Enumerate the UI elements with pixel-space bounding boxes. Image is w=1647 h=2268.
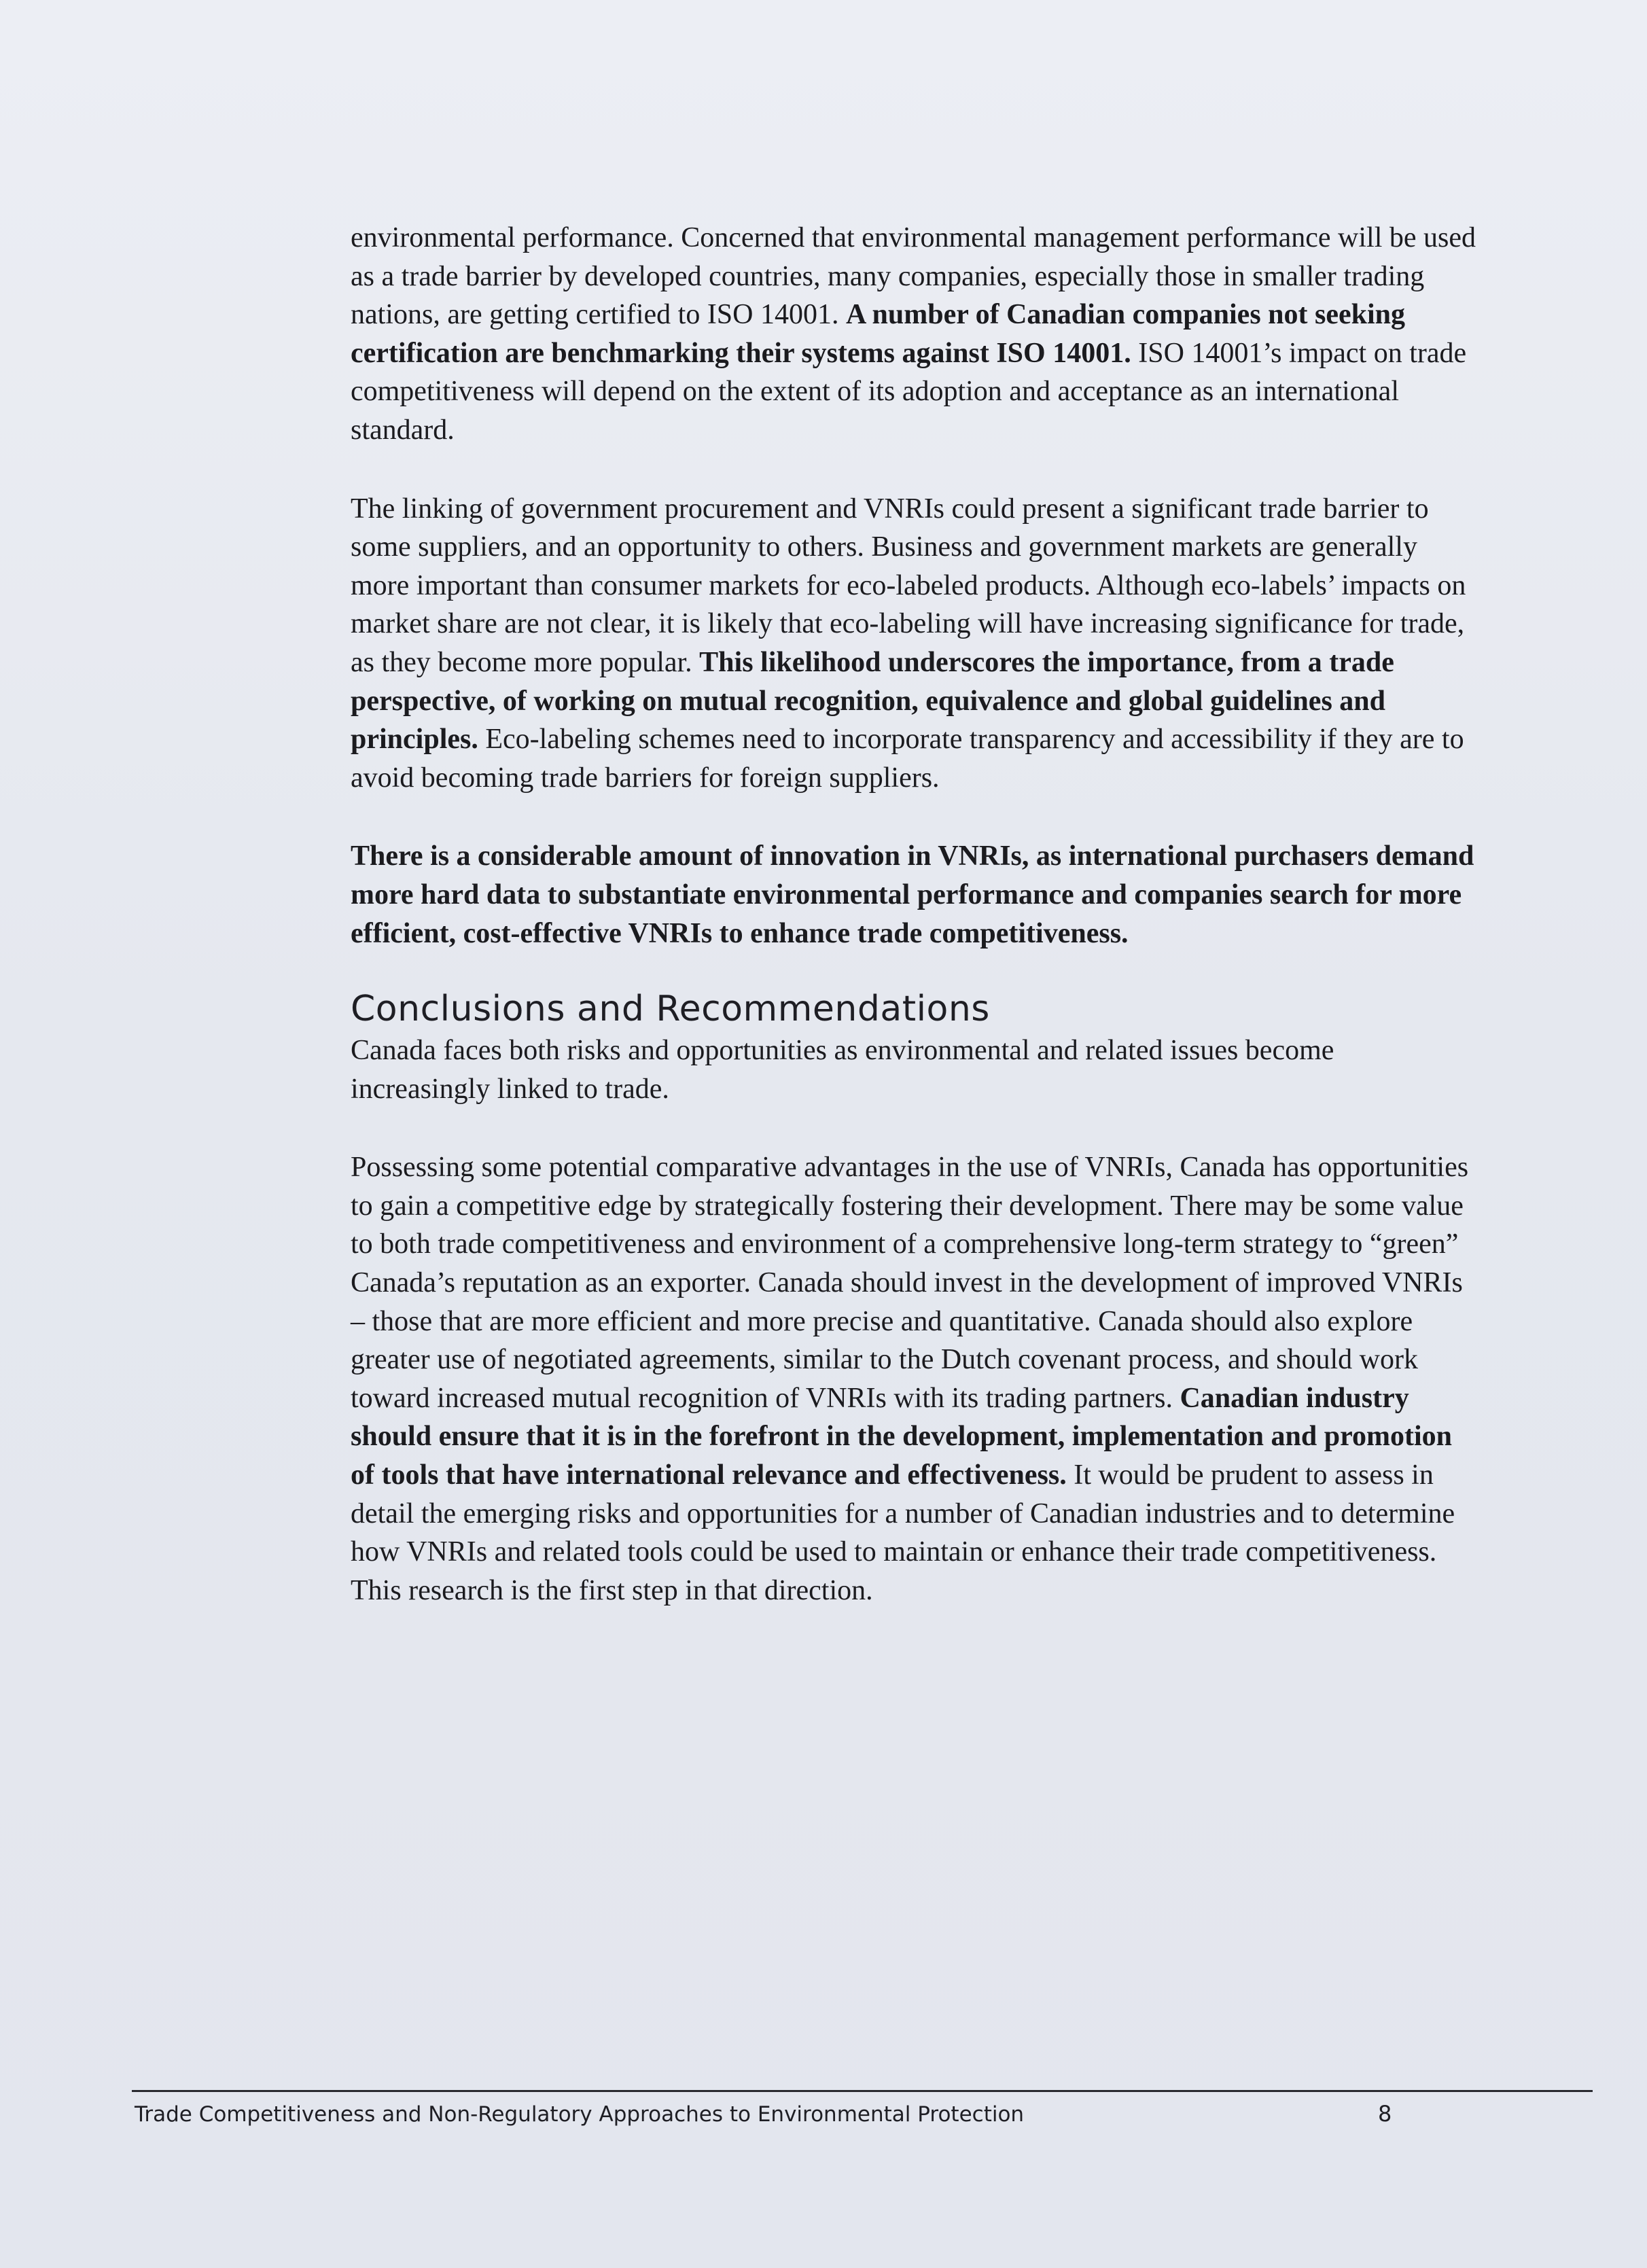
bold-text-run: A number of Canadian companies not seeking certification are benchmarking their systems against ISO 14001.	[351, 299, 1406, 369]
paragraph	[351, 490, 1478, 798]
page-number: 8	[1378, 2101, 1392, 2127]
text-run: Possessing some potential comparative advantages in the use of VNRIs, Canada has opportunities to gain a competitive edge by strategically fostering their development. There may be some value to both trade competitiveness and environment of a comprehensive long-term strategy to “green” Canada’s reputation as an exporter. Canada should invest in the development of improved VNRIs – those that are more efficient and more precise and quantitative. Canada should also explore greater use of negotiated agreements, similar to the Dutch covenant process, and should work toward increased mutual recognition of VNRIs with its trading partners.	[351, 1152, 1469, 1414]
footer-title: Trade Competitiveness and Non-Regulatory Approaches to Environmental Protection	[135, 2102, 1025, 2127]
bold-text-run: Canadian industry should ensure that it is in the forefront in the development, implementation and promotion of tools that have international relevance and effectiveness.	[351, 1382, 1452, 1491]
paragraph	[351, 219, 1478, 450]
body-text	[351, 219, 1478, 1650]
paragraph	[351, 1148, 1478, 1610]
text-run: The linking of government procurement and VNRIs could present a significant trade barrier to some suppliers, and an opportunity to others. Business and government markets are generally more important than consumer markets for eco-labeled products. Although eco-labels’ impacts on market share are not clear, it is likely that eco-labeling will have increasing significance for trade, as they become more popular.	[351, 493, 1466, 678]
paragraph	[351, 1031, 1478, 1108]
section-heading: Conclusions and Recommendations	[351, 989, 990, 1030]
paragraph	[351, 837, 1478, 953]
text-run: It would be prudent to assess in detail the emerging risks and opportunities for a number of Canadian industries and to determine how VNRIs and related tools could be used to maintain or enhance their trade competitiveness. This research is the first step in that direction.	[351, 1459, 1455, 1606]
text-run: environmental performance. Concerned that environmental management performance will be used as a trade barrier by developed countries, many companies, especially those in smaller trading nations, are getting certified to ISO 14001.	[351, 222, 1476, 331]
text-run: ISO 14001’s impact on trade competitiveness will depend on the extent of its adoption and acceptance as an international standard.	[351, 337, 1467, 446]
footer-rule	[132, 2090, 1593, 2092]
bold-text-run: There is a considerable amount of innovation in VNRIs, as international purchasers demand more hard data to substantiate environmental performance and companies search for more efficient, cost-effective VNRIs to enhance trade competitiveness.	[351, 840, 1474, 949]
bold-text-run: This likelihood underscores the importance, from a trade perspective, of working on mutual recognition, equivalence and global guidelines and principles.	[351, 646, 1394, 756]
text-run: Canada faces both risks and opportunities as environmental and related issues become increasingly linked to trade.	[351, 1035, 1334, 1105]
text-run: Eco-labeling schemes need to incorporate transparency and accessibility if they are to avoid becoming trade barriers for foreign suppliers.	[351, 724, 1464, 794]
